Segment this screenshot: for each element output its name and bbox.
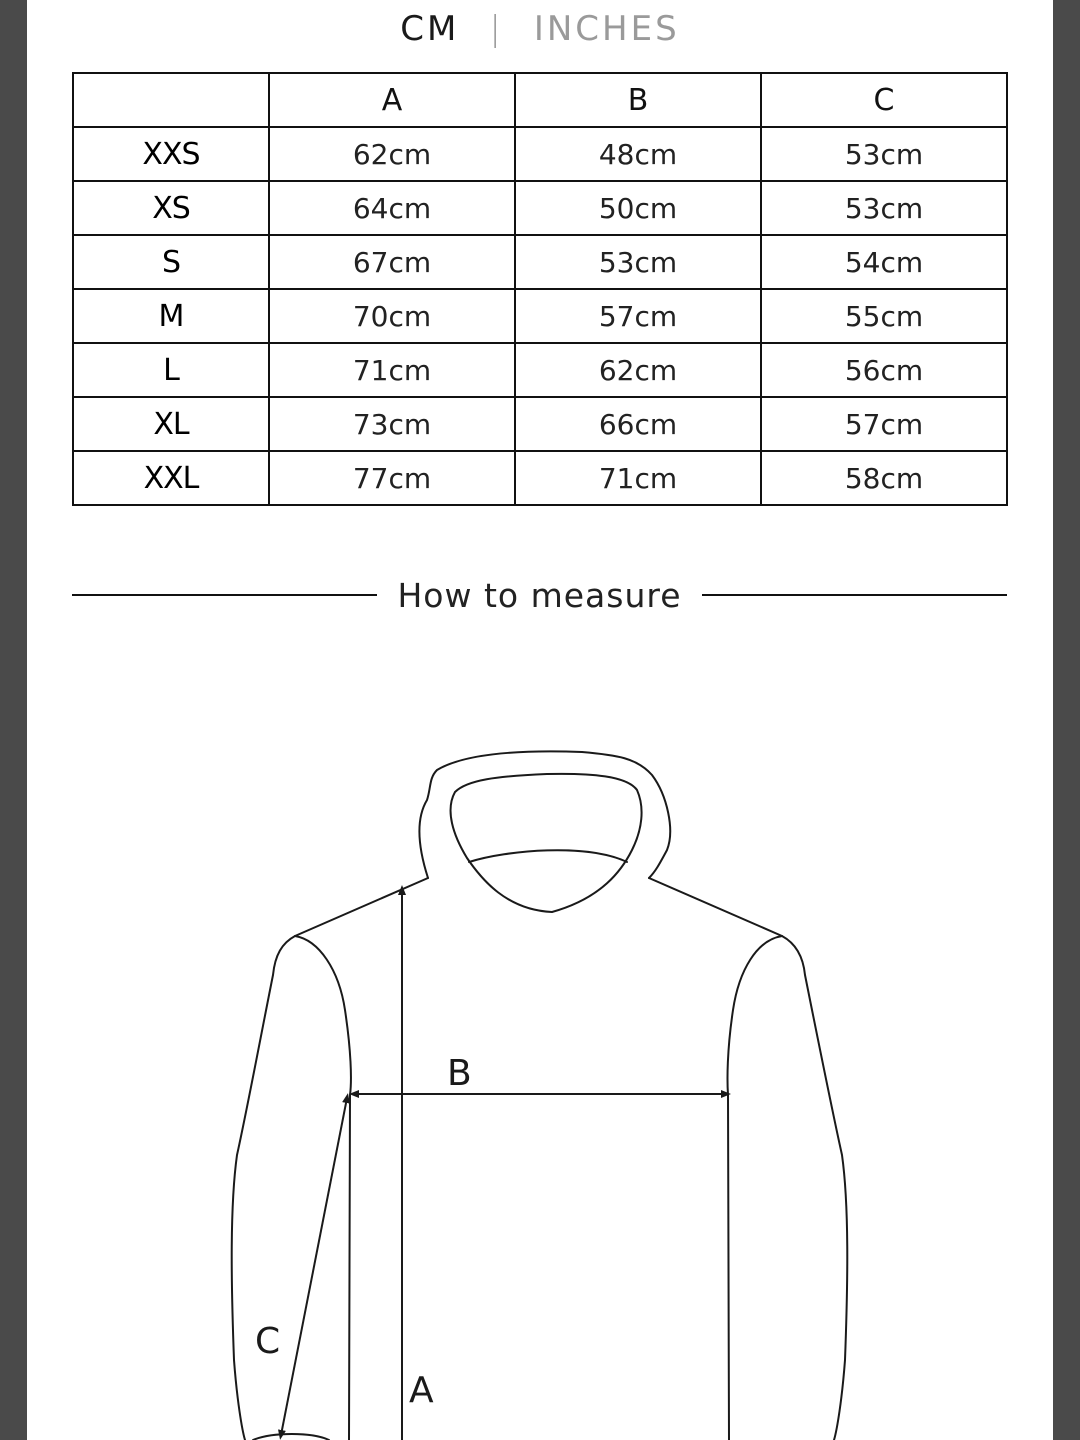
measure-b-cell: 48cm (515, 127, 761, 181)
unit-toggle (27, 4, 1053, 54)
header-c-cell: C (761, 73, 1007, 127)
measure-c-cell: 53cm (761, 181, 1007, 235)
measure-c-cell: 55cm (761, 289, 1007, 343)
table-row (73, 397, 1007, 451)
measure-a-cell: 71cm (269, 343, 515, 397)
measure-c-cell: 57cm (761, 397, 1007, 451)
size-label: L (73, 343, 269, 397)
size-label: S (73, 235, 269, 289)
hoodie-illustration (27, 640, 1053, 1440)
unit-cm-option[interactable]: CM (400, 9, 460, 49)
table-header-row (73, 73, 1007, 127)
neckline (469, 850, 627, 862)
measure-a-cell: 77cm (269, 451, 515, 505)
right-shoulder (649, 878, 782, 936)
hood-outline (420, 751, 671, 878)
size-guide-sheet (27, 0, 1053, 1440)
measure-c-arrow (281, 1098, 347, 1435)
measure-a-label: A (409, 1370, 434, 1411)
measure-b-cell: 50cm (515, 181, 761, 235)
measure-c-cell: 56cm (761, 343, 1007, 397)
measure-a-cell: 73cm (269, 397, 515, 451)
hoodie-measure-diagram (27, 640, 1053, 1440)
hood-opening (451, 774, 642, 912)
divider-line-right (702, 594, 1007, 596)
table-row (73, 235, 1007, 289)
unit-separator: | (489, 9, 504, 49)
right-sleeve-outer (782, 936, 847, 1440)
measure-b-cell: 57cm (515, 289, 761, 343)
how-to-measure-heading: How to measure (397, 575, 682, 615)
divider-line-left (72, 594, 377, 596)
header-size-cell (73, 73, 269, 127)
left-sleeve-inner (295, 936, 351, 1440)
left-cuff (253, 1434, 329, 1440)
measure-b-label: B (447, 1053, 472, 1094)
measure-c-cell: 54cm (761, 235, 1007, 289)
table-row (73, 343, 1007, 397)
header-b-cell: B (515, 73, 761, 127)
measure-c-cell: 58cm (761, 451, 1007, 505)
measure-a-cell: 67cm (269, 235, 515, 289)
measure-a-cell: 70cm (269, 289, 515, 343)
how-to-measure-divider (72, 570, 1007, 620)
left-shoulder (295, 878, 428, 936)
right-sleeve-inner (728, 936, 782, 1440)
table-row (73, 451, 1007, 505)
table-row (73, 289, 1007, 343)
size-label: XXS (73, 127, 269, 181)
size-label: XS (73, 181, 269, 235)
measure-b-cell: 62cm (515, 343, 761, 397)
measure-c-cell: 53cm (761, 127, 1007, 181)
measure-c-label: C (255, 1321, 281, 1362)
table-row (73, 181, 1007, 235)
left-sleeve-outer (232, 936, 295, 1440)
size-label: M (73, 289, 269, 343)
header-a-cell: A (269, 73, 515, 127)
measure-b-cell: 53cm (515, 235, 761, 289)
measure-a-cell: 64cm (269, 181, 515, 235)
size-label: XXL (73, 451, 269, 505)
table-row (73, 127, 1007, 181)
size-chart-table (72, 72, 1008, 506)
measure-b-cell: 71cm (515, 451, 761, 505)
measure-b-cell: 66cm (515, 397, 761, 451)
size-label: XL (73, 397, 269, 451)
measure-a-cell: 62cm (269, 127, 515, 181)
unit-inches-option[interactable]: INCHES (533, 9, 680, 49)
